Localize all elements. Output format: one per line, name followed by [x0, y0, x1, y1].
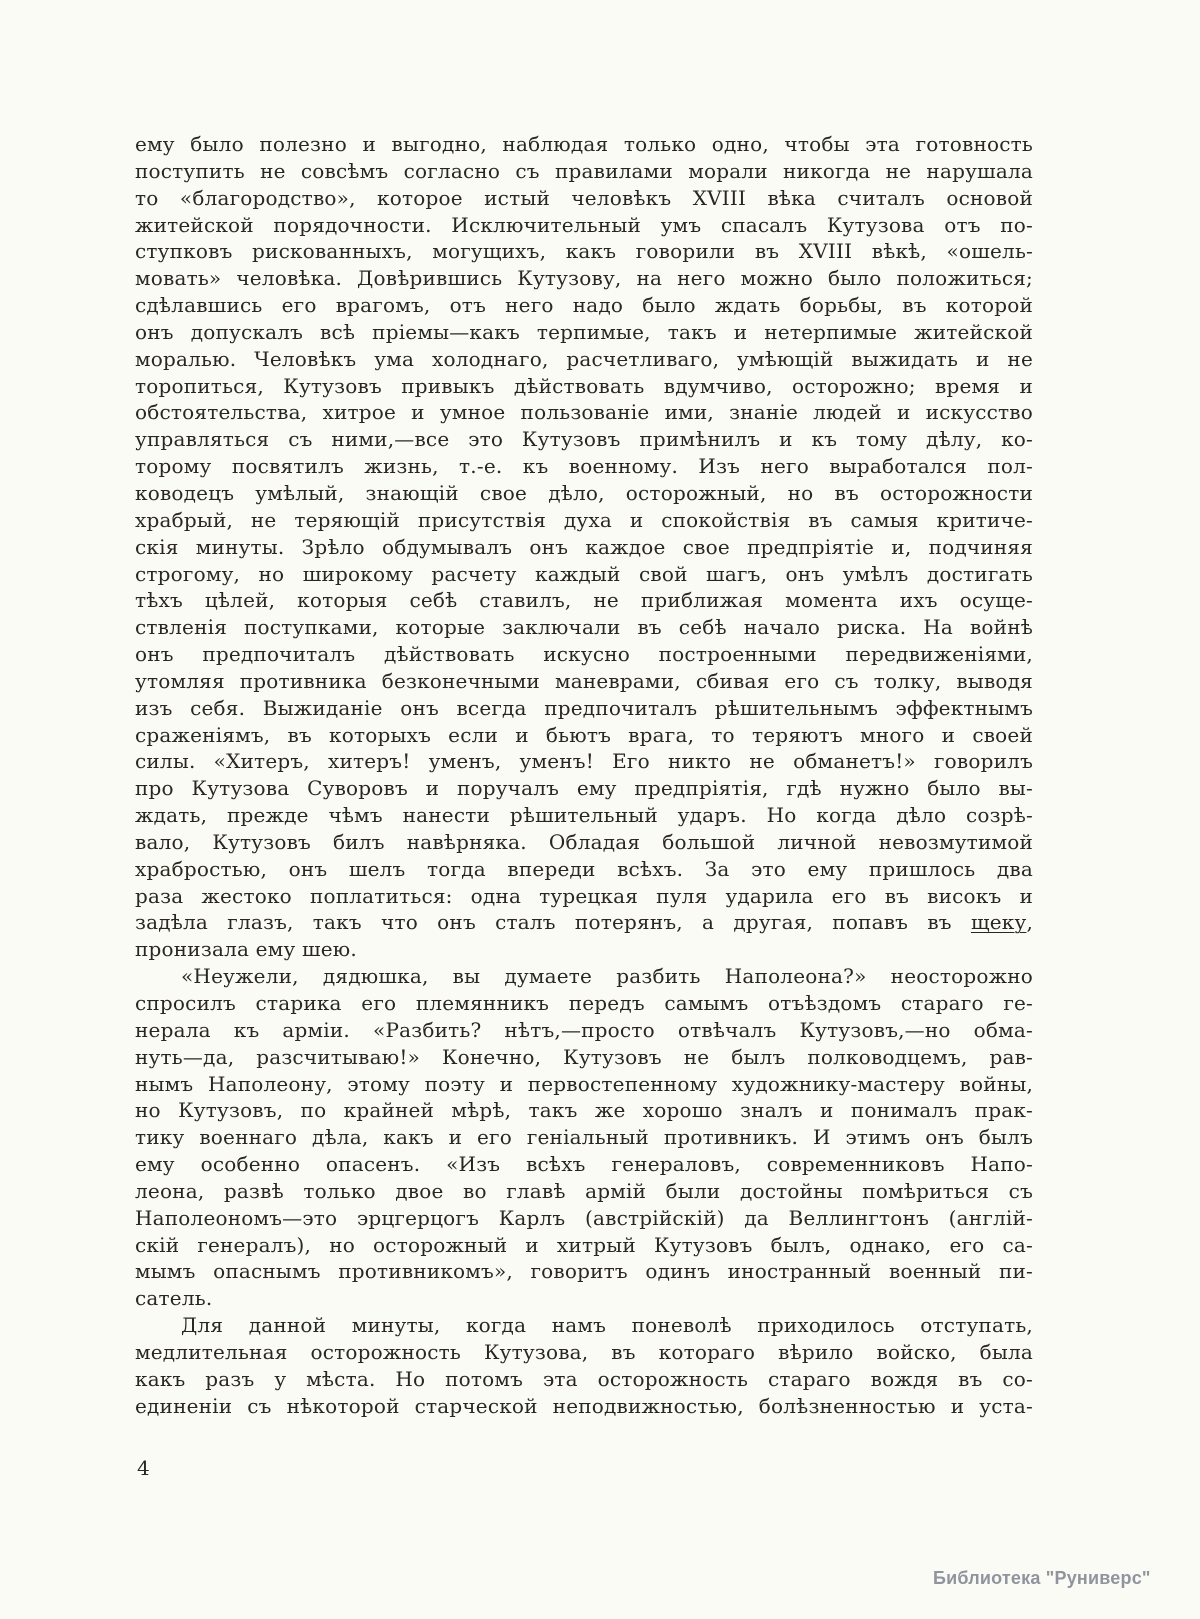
text-line: то «благородство», которое истый человѣкъ XVIII вѣка считалъ основой — [135, 185, 1033, 210]
text-line: ждать, прежде чѣмъ нанести рѣшительный ударъ. Но когда дѣло созрѣ- — [135, 803, 1033, 828]
text-line: онъ предпочиталъ дѣйствовать искусно построенными передвиженіями, — [135, 642, 1033, 667]
text-line: раза жестоко поплатиться: одна турецкая пуля ударила его въ високъ и — [135, 883, 1033, 908]
text-line: строгому, но широкому расчету каждый свой шагъ, онъ умѣлъ достигать — [135, 561, 1033, 586]
text-line: нымъ Наполеону, этому поэту и первостепенному художнику-мастеру войны, — [135, 1071, 1033, 1096]
text-line: изъ себя. Выжиданіе онъ всегда предпочиталъ рѣшительнымъ эффектнымъ — [135, 695, 1033, 720]
text-line: нуть—да, разсчитываю!» Конечно, Кутузовъ не былъ полководцемъ, рав- — [135, 1044, 1033, 1069]
text-line: ему было полезно и выгодно, наблюдая только одно, чтобы эта готовность — [135, 132, 1033, 156]
text-line: скій генералъ), но осторожный и хитрый Кутузовъ былъ, однако, его са- — [135, 1232, 1033, 1257]
text-line: вало, Кутузовъ билъ навѣрняка. Обладая большой личной невозмутимой — [135, 829, 1033, 854]
text-line: «Неужели, дядюшка, вы думаете разбить Наполеона?» неосторожно — [181, 964, 1033, 989]
text-line: житейской порядочности. Исключительный умъ спасалъ Кутузова отъ по- — [135, 212, 1033, 237]
text-line: сатель. — [135, 1286, 213, 1311]
text-line: утомляя противника безконечными маневрами, сбивая его съ толку, выводя — [135, 668, 1033, 693]
text-line: ступковъ рискованныхъ, могущихъ, какъ говорили въ XVIII вѣкѣ, «ошель- — [135, 239, 1033, 264]
text-line: ководецъ умѣлый, знающій свое дѣло, осторожный, но въ осторожности — [135, 480, 1033, 505]
text-line: спросилъ старика его племянникъ передъ самымъ отъѣздомъ стараго ге- — [135, 991, 1033, 1015]
text-line: тику военнаго дѣла, какъ и его геніальный противникъ. И этимъ онъ былъ — [135, 1125, 1033, 1150]
text-line: пронизала ему шею. — [135, 937, 357, 962]
text-line: скія минуты. Зрѣло обдумывалъ онъ каждое свое предпріятіе и, подчиняя — [135, 534, 1033, 559]
page-text-block — [135, 131, 1033, 1420]
text-line: тѣхъ цѣлей, которыя себѣ ставилъ, не приближая момента ихъ осуще- — [135, 588, 1033, 613]
text-line: храбрый, не теряющій присутствія духа и спокойствія въ самыя критиче- — [135, 507, 1033, 532]
page-number: 4 — [137, 1456, 150, 1480]
text-line: ствленія поступками, которые заключали въ себѣ начало риска. На войнѣ — [135, 615, 1033, 640]
text-line: храбростью, онъ шелъ тогда впереди всѣхъ. За это ему пришлось два — [135, 856, 1033, 881]
text-line: какъ разъ у мѣста. Но потомъ эта осторожность стараго вождя въ со- — [135, 1366, 1033, 1391]
text-line: но Кутузовъ, по крайней мѣрѣ, такъ же хорошо зналъ и понималъ прак- — [135, 1098, 1033, 1123]
text-line: мовать» человѣка. Довѣрившись Кутузову, на него можно было положиться; — [135, 266, 1033, 291]
text-line: торопиться, Кутузовъ привыкъ дѣйствовать вдумчиво, осторожно; время и — [135, 373, 1033, 398]
text-line: поступить не совсѣмъ согласно съ правилами морали никогда не нарушала — [135, 158, 1033, 183]
watermark-library-label: Библиотека "Руниверс" — [933, 1568, 1151, 1588]
text-line: сраженіямъ, въ которыхъ если и бьютъ врага, то теряютъ много и своей — [135, 722, 1033, 747]
text-line: ему особенно опасенъ. «Изъ всѣхъ генераловъ, современниковъ Напо- — [135, 1152, 1033, 1177]
text-line: обстоятельства, хитрое и умное пользованіе ими, знаніе людей и искусство — [135, 400, 1033, 425]
text-line: задѣла глазъ, такъ что онъ сталъ потерянъ, а другая, попавъ въ щеку, — [135, 910, 1033, 935]
text-line: моралью. Человѣкъ ума холоднаго, расчетливаго, умѣющій выжидать и не — [135, 346, 1033, 371]
text-line: про Кутузова Суворовъ и поручалъ ему предпріятія, гдѣ нужно было вы- — [135, 776, 1033, 801]
text-line: медлительная осторожность Кутузова, въ котораго вѣрило войско, была — [135, 1339, 1033, 1364]
text-line: сдѣлавшись его врагомъ, отъ него надо было ждать борьбы, въ которой — [135, 293, 1033, 318]
text-line: нерала къ арміи. «Разбить? нѣтъ,—просто отвѣчалъ Кутузовъ,—но обма- — [135, 1017, 1033, 1042]
text-line: торому посвятилъ жизнь, т.-е. къ военному. Изъ него выработался пол- — [135, 454, 1033, 479]
text-line: леона, развѣ только двое во главѣ армій были достойны помѣриться съ — [135, 1178, 1033, 1203]
text-line: силы. «Хитеръ, хитеръ! уменъ, уменъ! Его никто не обманетъ!» говорилъ — [135, 749, 1033, 774]
text-line: онъ допускалъ всѣ пріемы—какъ терпимые, такъ и нетерпимые житейской — [135, 319, 1033, 344]
text-line: управляться съ ними,—все это Кутузовъ примѣнилъ и къ тому дѣлу, ко- — [135, 427, 1033, 452]
text-line: мымъ опаснымъ противникомъ», говоритъ одинъ иностранный военный пи- — [135, 1259, 1033, 1284]
text-line: единеніи съ нѣкоторой старческой неподвижностью, болѣзненностью и уста- — [135, 1393, 1033, 1418]
text-line: Для данной минуты, когда намъ поневолѣ приходилось отступать, — [181, 1313, 1033, 1338]
text-line: Наполеономъ—это эрцгерцогъ Карлъ (австрійскій) да Веллингтонъ (англій- — [135, 1205, 1033, 1230]
